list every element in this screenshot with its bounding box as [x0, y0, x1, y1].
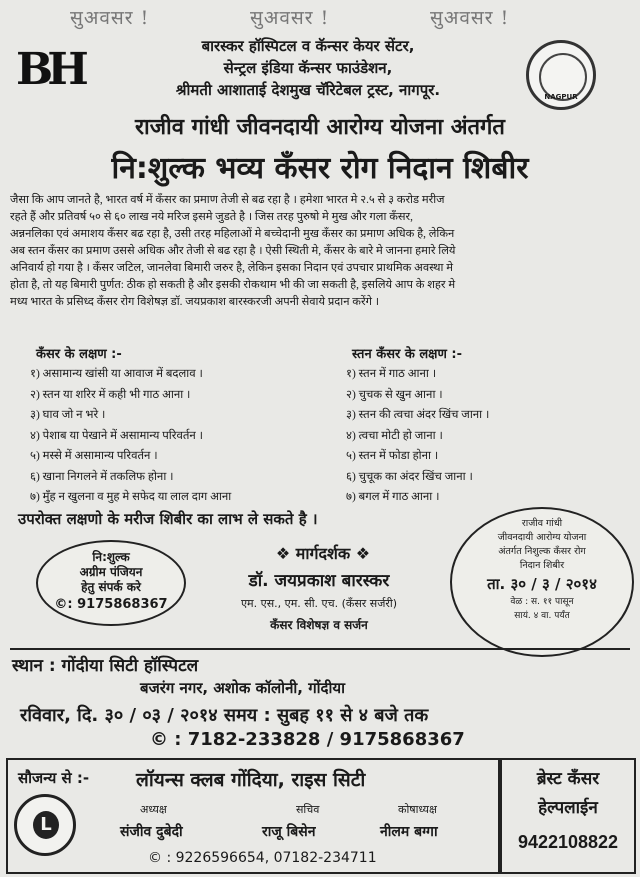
- doctor-degree: एम. एस., एम. सी. एच. (कॅंसर सर्जरी): [240, 597, 398, 610]
- helpline-number: 9422108822: [517, 832, 619, 852]
- org-line-3: श्रीमती आशाताई देशमुख चॅरिटेबल ट्रस्ट, नागपूर.: [175, 81, 441, 99]
- helpline-line: ब्रेस्ट कॅंसर: [536, 769, 600, 789]
- contact-phones: © : 7182-233828 / 9175868367: [150, 729, 465, 750]
- org-line-1: बारस्कर हॉस्पिटल व कॅन्सर केयर सेंटर,: [201, 37, 415, 55]
- lions-emblem-icon: L: [33, 811, 59, 839]
- cancer-symptoms-list: [30, 364, 231, 508]
- registration-line: अग्रीम पंजियन: [79, 565, 143, 579]
- registration-line: नि:शुल्क: [92, 550, 130, 564]
- org-line-2: सेन्ट्रल इंडिया कॅन्सर फाउंडेशन,: [223, 59, 393, 77]
- list-item: ७) बगल में गाठ आना ।: [346, 491, 440, 503]
- intro-line: होता है, तो यह बिमारी पुर्णत: ठीक हो सकती है और इसकी रोकथाम भी की जा सकती है, इसलिये आप के शहर मे: [10, 279, 456, 291]
- scheme-title: राजीव गांधी जीवनदायी आरोग्य योजना अंतर्गत: [135, 115, 505, 140]
- camp-title: नि:शुल्क भव्य कॅंसर रोग निदान शिबीर: [111, 151, 529, 186]
- list-item: ४) पेशाब या पेखाने में असामान्य परिवर्तन ।: [30, 429, 204, 442]
- foundation-seal: [526, 40, 596, 110]
- doctor-name: डॉ. जयप्रकाश बारस्कर: [248, 571, 390, 591]
- registration-phone: ©: 9175868367: [54, 597, 168, 612]
- camp-date-badge: [450, 507, 634, 657]
- badge-line: निदान शिबीर: [519, 560, 565, 571]
- intro-line: अब स्तन कॅंसर का प्रमाण उससे अधिक और तेजी से बढ रहा है । ऐसी स्थिती मे, कॅंसर के बारे मे जानना हमारे लिये: [10, 245, 456, 257]
- list-item: २) स्तन या शरिर में कही भी गाठ आना ।: [30, 388, 191, 401]
- role-treasurer: कोषाध्यक्ष: [398, 803, 437, 816]
- list-item: २) चुचक से खुन आना ।: [346, 388, 443, 401]
- list-item: ३) स्तन की त्वचा अंदर खिंच जाना ।: [346, 409, 490, 421]
- secretary-name: राजू बिसेन: [262, 824, 316, 840]
- list-item: ६) चुचूक का अंदर खिंच जाना ।: [346, 470, 473, 483]
- seal-text: NAGPUR: [544, 93, 578, 101]
- banner-text: सुअवसर !: [70, 7, 150, 29]
- hospital-logo: BH: [16, 44, 83, 95]
- breast-symptoms-heading: स्तन कॅंसर के लक्षण :-: [352, 347, 462, 362]
- badge-line: राजीव गांधी: [521, 518, 563, 529]
- venue-address: बजरंग नगर, अशोक कॉलोनी, गोंदीया: [140, 679, 345, 697]
- sponsor-club: लॉयन्स क्लब गोंदिया, राइस सिटी: [136, 769, 366, 791]
- helpline-box: [500, 758, 636, 874]
- banner-text: सुअवसर !: [250, 7, 330, 29]
- sponsor-box: [6, 758, 500, 874]
- badge-line: अंतर्गत निशुल्क कॅंसर रोग: [498, 546, 586, 557]
- list-item: ३) घाव जो न भरे ।: [30, 409, 106, 421]
- guide-title: ❖ मार्गदर्शक ❖: [275, 544, 371, 563]
- breast-symptoms-list: [346, 364, 489, 508]
- sponsor-label: सौजन्य से :-: [18, 769, 90, 787]
- list-item: ४) त्वचा मोटी हो जाना ।: [346, 429, 443, 442]
- list-item: ७) मुँह न खुलना व मुह मे सफेद या लाल दाग आना: [30, 491, 232, 503]
- list-item: ५) स्तन में फोडा होना ।: [346, 450, 439, 462]
- helpline-line: हेल्पलाईन: [538, 798, 598, 818]
- registration-line: हेतु संपर्क करे: [81, 580, 141, 594]
- banner-text: सुअवसर !: [430, 7, 510, 29]
- intro-line: रहते हैं और प्रतिवर्ष ५० से ६० लाख नये मरिज इसमे जुडते है । जिस तरह पुरुषो मे मुख और गला कॅंसर,: [10, 211, 413, 223]
- sponsor-phones: © : 9226596654, 07182-234711: [148, 850, 377, 866]
- intro-line: अनिवार्य हो गया है । कॅंसर जटिल, जानलेवा बिमारी जरुर है, लेकिन इसका निदान एवं उपचार प्राथमिक अवस्था मे: [10, 262, 453, 274]
- benefit-line: उपरोक्त लक्षणो के मरीज शिबीर का लाभ ले सकते है ।: [18, 510, 318, 528]
- role-president: अध्यक्ष: [140, 803, 167, 816]
- list-item: ५) मस्से में असामान्य परिवर्तन ।: [30, 450, 158, 462]
- venue-label: स्थान : गोंदीया सिटी हॉस्पिटल: [12, 656, 199, 676]
- badge-time: सायं. ४ वा. पर्यंत: [514, 611, 570, 621]
- intro-line: अन्ननलिका एवं अमाशय कॅंसर बढ रहा है, उसी तरह महिलाओं मे बच्चेदानी मुख कॅंसर का प्रमाण अधिक है, लेकिन: [10, 228, 455, 240]
- list-item: ६) खाना निगलने में तकलिफ होना ।: [30, 470, 174, 483]
- badge-date: ता. ३० / ३ / २०१४: [487, 575, 597, 593]
- list-item: १) स्तन में गाठ आना ।: [346, 368, 437, 380]
- list-item: १) असामान्य खांसी या आवाज में बदलाव ।: [30, 368, 203, 380]
- event-dateline: रविवार, दि. ३० / ०३ / २०१४ समय : सुबह ११ से ४ बजे तक: [20, 705, 429, 726]
- top-banner: [0, 4, 640, 30]
- cancer-symptoms-heading: कॅंसर के लक्षण :-: [36, 347, 122, 362]
- role-secretary: सचिव: [296, 803, 320, 816]
- doctor-specialty: कॅंसर विशेषज्ञ व सर्जन: [270, 618, 368, 632]
- treasurer-name: नीलम बग्गा: [380, 824, 438, 840]
- badge-line: जीवनदायी आरोग्य योजना: [497, 532, 587, 543]
- lions-club-logo: [14, 794, 76, 856]
- registration-bubble: [36, 540, 186, 626]
- intro-line: जैसा कि आप जानते है, भारत वर्ष में कॅंसर का प्रमाण तेजी से बढ रहा है । हमेशा भारत मे २.५ से ३ करोड मरीज: [10, 194, 445, 206]
- divider: [10, 648, 630, 650]
- president-name: संजीव दुबेदी: [120, 824, 183, 840]
- badge-time: वेळ : स. ११ पासून: [510, 597, 574, 607]
- intro-line: मध्य भारत के प्रसिध्द कॅंसर रोग विशेषज्ञ डॉ. जयप्रकाश बारस्करजी अपनी सेवाये प्रदान करेंगे ।: [10, 296, 380, 308]
- intro-paragraph: [10, 192, 634, 311]
